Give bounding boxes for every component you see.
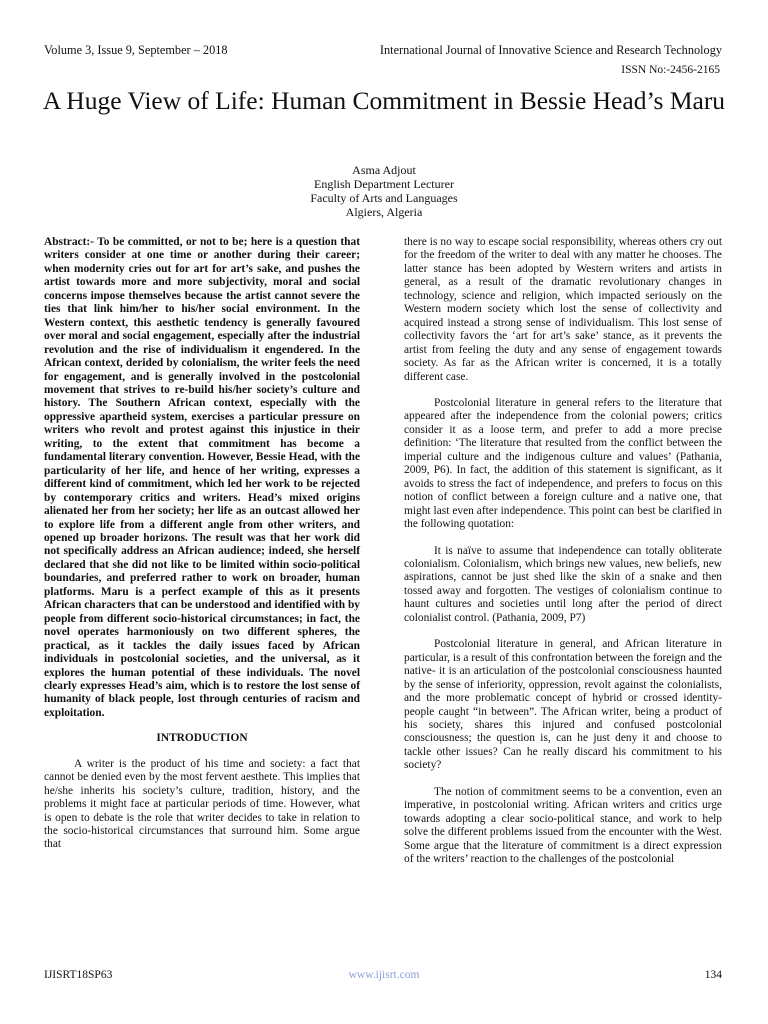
block-quote: It is naïve to assume that independence can totally obliterate colonialism. Colonialism, which brings new values, new beliefs, new aspirations, cannot be just shed like the skin of a snake and then tossed away and forgotten. The vestiges of colonialism continue to haunt cultures and societies until long after the period of direct colonialist control. (Pathania, 2009, P7) — [404, 544, 722, 624]
body-paragraph-1: there is no way to escape social responsibility, whereas others cry out for the freedom of the writer to deal with any matter he chooses. The latter stance has been adopted by Western writers and artists in general, as a result of the dramatic revolutionary changes in technology, science and religion, which impacted seriously on the Western modern society which lost the sense of collectivity and acquired instead a strong sense of individualism. This lost sense of collectivity favors the ‘art for art’s sake’ stance, as it prevents the artist from feeling the duty and any sense of engagement towards society. As far as the African writer is concerned, it is a totally different case. — [404, 236, 722, 383]
volume-issue: Volume 3, Issue 9, September – 2018 — [44, 43, 228, 57]
author-name: Asma Adjout — [352, 163, 416, 177]
left-column — [44, 236, 360, 852]
journal-website-link[interactable]: www.ijisrt.com — [348, 969, 420, 981]
author-location: Algiers, Algeria — [345, 205, 423, 220]
page-number: 134 — [704, 969, 722, 981]
body-paragraph-3: Postcolonial literature in general, and African literature in particular, is a result of this confrontation between the foreign and the native- it is an articulation of the postcolonial consciousness haunted by the sense of inferiority, oppression, revolt against the colonialists, and the more problematic concept of hybrid or crossed identity- people caught “in between”. The African writer, being a product of his society, shares this injured and confused postcolonial consciousness; the question is, can he just deny it and choose to tackle other issues? Can he really discard his commitment to his society? — [404, 638, 722, 772]
paper-title: A Huge View of Life: Human Commitment in Bessie Head’s Maru — [42, 86, 726, 115]
introduction-paragraph: A writer is the product of his time and society: a fact that cannot be denied even by the most fervent aesthete. This implies that he/she inherits his society’s culture, tradition, history, and the problems it might face at particular periods of time. However, what is open to debate is the role that writer decides to take in relation to the socio-historical circumstances that surround him. Some argue that — [44, 757, 360, 851]
section-heading-introduction: INTRODUCTION — [156, 732, 248, 745]
article-code: IJISRT18SP63 — [44, 969, 113, 981]
author-block — [184, 163, 584, 219]
body-paragraph-4: The notion of commitment seems to be a convention, even an imperative, in postcolonial writing. African writers and critics urge towards adopting a clear socio-political stance, and work to help solve the different problems issued from the encounter with the West. Some argue that the literature of commitment is a direct expression of the writers’ reaction to the challenges of the postcolonial — [404, 785, 722, 866]
issn: ISSN No:-2456-2165 — [621, 64, 720, 76]
author-role: English Department Lecturer — [314, 177, 454, 192]
right-column — [404, 236, 722, 866]
abstract: Abstract:- To be committed, or not to be; here is a question that writers consider at one time or another during their career; when modernity cries out for art for art’s sake, and pushes the artist towards more and more subjectivity, moral and social concerns impose themselves because the artist cannot severe the ties that link him/her to his/her social environment. In the Western context, this aesthetic tendency is generally favoured over moral and social engagement, especially after the industrial revolution and the rise of individualism it engendered. In the African context, derided by colonialism, the writer feels the need for engagement, and is generally involved in the postcolonial movement that strives to re-build his/her society’s culture and history. The Southern African context, especially with the oppressive apartheid system, exercises a particular pressure on writers who revolt and protest against this injustice in their writing, to the extent that commitment has become a fundamental literary convention. However, Bessie Head, with the particularity of her life, and hence of her writing, expresses a different kind of commitment, which led her work to be rejected by contemporary critics and writers. Head’s mixed origins alienated her from her society; her life as an outcast allowed her to explore life from a different angle from other writers, and opened up broader horizons. The result was that her work did not specifically address an African audience; indeed, she herself declared that she did not like to be limited within socio-political boundaries, and preferred rather to work on broader, human platforms. Maru is a perfect example of this as it presents African characters that can be understood and identified with by people from different socio-historical circumstances; in fact, the novel operates harmoniously on two different spheres, the practical, as it tackles the daily issues faced by African individuals in postcolonial societies, and the universal, as it explores the human potential of these individuals. The novel clearly expresses Head’s aim, which is to restore the lost sense of humanity of black people, lost through centuries of racism and exploitation. — [44, 236, 360, 719]
journal-name: International Journal of Innovative Science and Research Technology — [379, 43, 722, 57]
body-paragraph-2: Postcolonial literature in general refers to the literature that appeared after the independence from the colonial powers; critics consider it as a loose term, and prefer to add a more precise definition: ‘The literature that resulted from the conflict between the imperial culture and the indigenous culture and values’ (Pathania, 2009, P6). In fact, the addition of this statement is significant, as it avoids to stress the fact of independence, and prefers to focus on this notion of conflict between a foreign culture and a native one, that might last even after independence. This point can best be clarified in the following quotation: — [404, 396, 722, 531]
author-faculty: Faculty of Arts and Languages — [310, 191, 458, 206]
